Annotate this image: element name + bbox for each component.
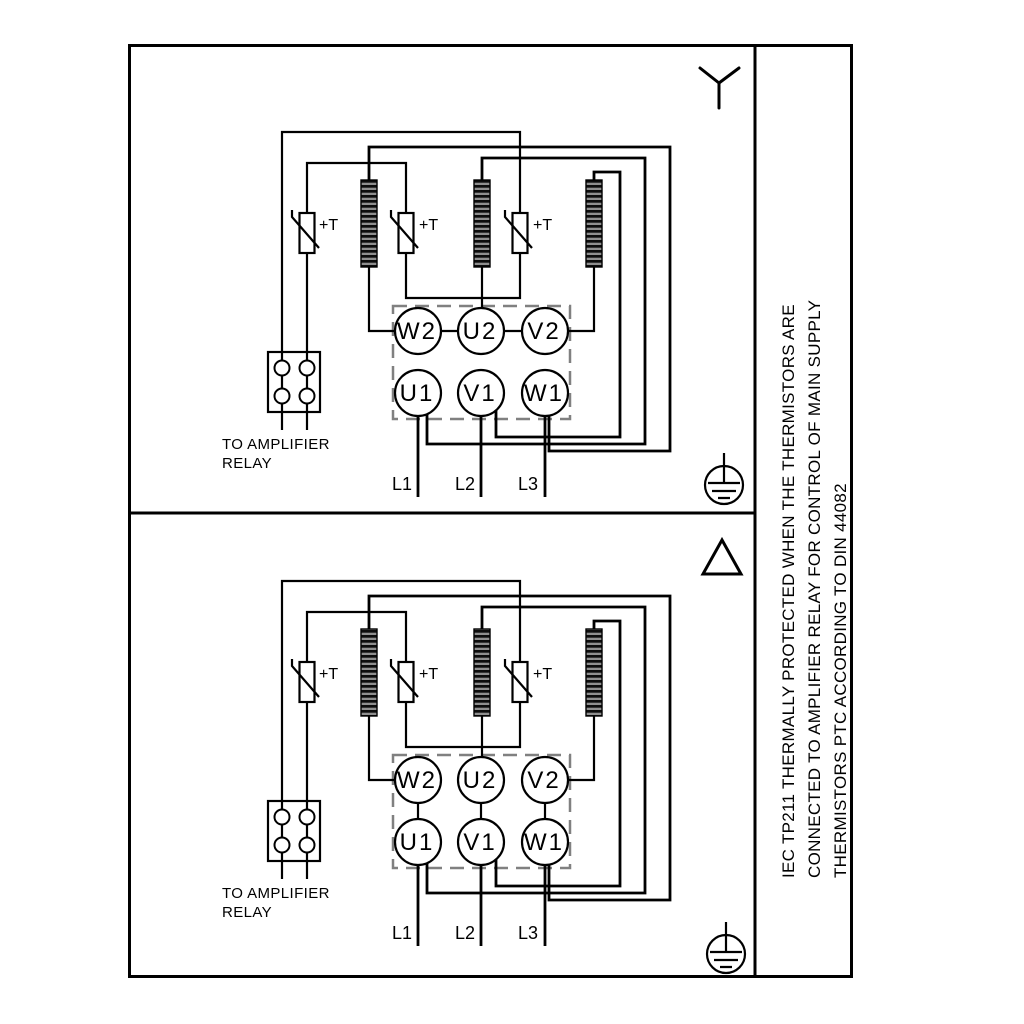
relay-terminal xyxy=(275,389,290,404)
terminal-label: V2 xyxy=(527,767,561,794)
panel-delta-connection xyxy=(222,540,745,973)
thermistor-label: +T xyxy=(533,666,553,683)
thermistor-label: +T xyxy=(319,666,339,683)
relay-terminal xyxy=(300,389,315,404)
thermistor-label: +T xyxy=(533,217,553,234)
relay-caption-line1: TO AMPLIFIER xyxy=(222,885,330,902)
thermistor-1 xyxy=(292,210,338,253)
terminal-V2 xyxy=(522,757,568,803)
supply-label-L3: L3 xyxy=(517,923,538,943)
amplifier-relay-connector xyxy=(268,352,320,412)
winding-coil-1 xyxy=(361,629,377,716)
relay-terminal xyxy=(300,810,315,825)
relay-terminal xyxy=(275,361,290,376)
wire-thermistor2-thermistor3 xyxy=(406,702,520,747)
thermistor-label: +T xyxy=(319,217,339,234)
thermistor-2 xyxy=(391,659,438,702)
wire-winding1-to-W2 xyxy=(369,267,396,331)
panel-star-connection xyxy=(222,68,743,504)
relay-caption-line2: RELAY xyxy=(222,904,273,921)
delta-triangle xyxy=(703,540,741,574)
ground-bars xyxy=(710,922,742,967)
relay-terminal xyxy=(300,361,315,376)
side-note-line2: CONNECTED TO AMPLIFIER RELAY FOR CONTROL OF MAIN SUPPLY xyxy=(805,299,824,878)
thermistor-1 xyxy=(292,659,338,702)
terminal-U1 xyxy=(395,370,441,416)
thermistor-2 xyxy=(391,210,438,253)
star-y-symbol-strokes xyxy=(700,68,739,108)
relay-terminal xyxy=(275,838,290,853)
terminal-label: V1 xyxy=(463,380,497,407)
amplifier-relay-connector xyxy=(268,801,320,861)
terminal-label: U2 xyxy=(462,318,498,345)
relay-caption-line2: RELAY xyxy=(222,455,273,472)
terminal-label: U1 xyxy=(399,829,435,856)
wire-winding3-to-V2 xyxy=(568,267,594,331)
terminal-label: U2 xyxy=(462,767,498,794)
wire-winding1-to-W2 xyxy=(369,716,396,780)
relay-terminal xyxy=(300,838,315,853)
earth-ground-icon xyxy=(705,453,743,504)
winding-coil-2 xyxy=(474,629,490,716)
relay-connector-box xyxy=(268,801,320,861)
supply-label-L3: L3 xyxy=(517,474,538,494)
wire-thermistor1-thermistor2 xyxy=(307,612,406,662)
wire-thermistor2-thermistor3 xyxy=(406,253,520,298)
supply-label-L1: L1 xyxy=(391,923,412,943)
terminal-label: W1 xyxy=(524,380,564,407)
thermistor-label: +T xyxy=(419,217,439,234)
supply-label-L1: L1 xyxy=(391,474,412,494)
terminal-W1 xyxy=(522,370,568,416)
supply-label-L2: L2 xyxy=(454,923,475,943)
terminal-label: V2 xyxy=(527,318,561,345)
thermistor-label: +T xyxy=(419,666,439,683)
terminal-label: W1 xyxy=(524,829,564,856)
terminal-V1 xyxy=(458,819,504,865)
delta-triangle-symbol xyxy=(703,540,741,574)
terminal-V1 xyxy=(458,370,504,416)
relay-terminal xyxy=(275,810,290,825)
side-note xyxy=(779,300,850,878)
terminal-U2 xyxy=(458,308,504,354)
side-note-line1: IEC TP211 THERMALLY PROTECTED WHEN THE THERMISTORS ARE xyxy=(779,304,798,878)
wire-winding3-to-V2 xyxy=(568,716,594,780)
terminal-V2 xyxy=(522,308,568,354)
winding-coil-1 xyxy=(361,180,377,267)
star-y-symbol xyxy=(700,68,739,108)
terminal-label: W2 xyxy=(397,767,437,794)
thermistor-3 xyxy=(505,659,552,702)
ground-bars xyxy=(708,453,740,498)
terminal-W2 xyxy=(395,757,441,803)
winding-coil-3 xyxy=(586,180,602,267)
thermistor-3 xyxy=(505,210,552,253)
terminal-U2 xyxy=(458,757,504,803)
winding-coil-3 xyxy=(586,629,602,716)
terminal-label: W2 xyxy=(397,318,437,345)
terminal-W1 xyxy=(522,819,568,865)
relay-caption-line1: TO AMPLIFIER xyxy=(222,436,330,453)
supply-label-L2: L2 xyxy=(454,474,475,494)
winding-coil-2 xyxy=(474,180,490,267)
terminal-U1 xyxy=(395,819,441,865)
terminal-label: V1 xyxy=(463,829,497,856)
wire-thermistor1-thermistor2 xyxy=(307,163,406,213)
earth-ground-icon xyxy=(707,922,745,973)
side-note-line3: THERMISTORS PTC ACCORDING TO DIN 44082 xyxy=(831,483,850,878)
terminal-label: U1 xyxy=(399,380,435,407)
relay-connector-box xyxy=(268,352,320,412)
terminal-W2 xyxy=(395,308,441,354)
